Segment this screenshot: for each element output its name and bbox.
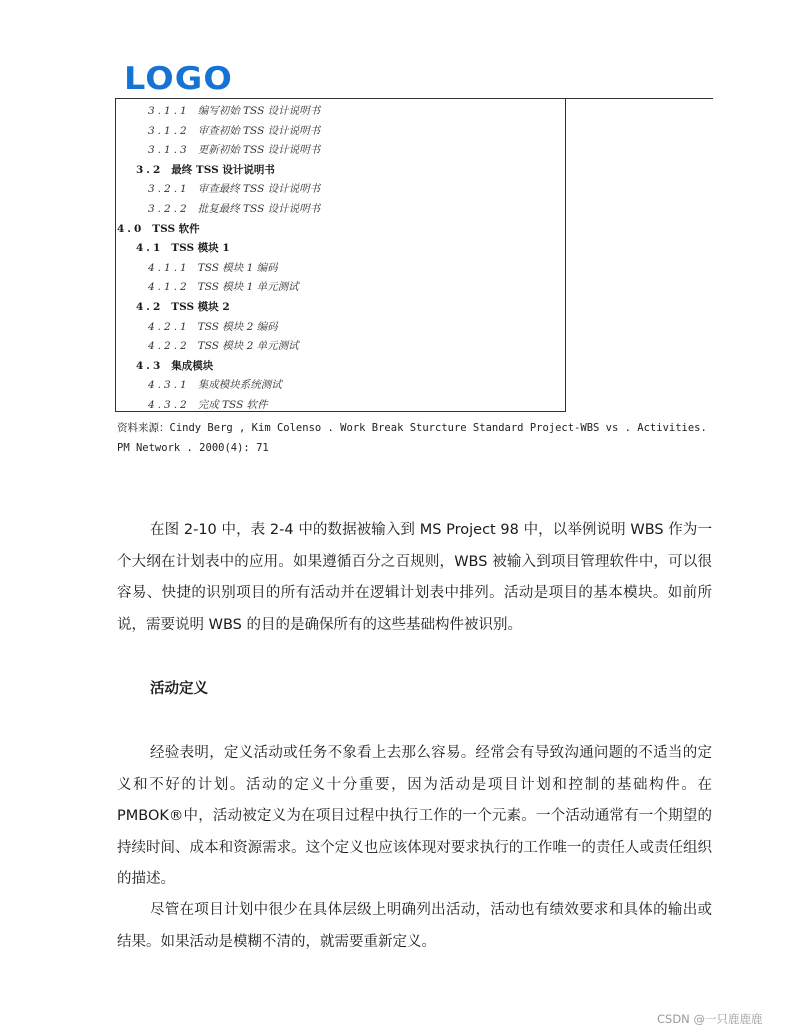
wbs-row [148, 122, 320, 141]
wbs-label: 编写初始 TSS 设计说明书 [197, 105, 321, 117]
wbs-label: TSS 模块 1 单元测试 [197, 281, 299, 294]
wbs-row [148, 102, 320, 121]
wbs-number: 4.1.2 [148, 281, 190, 294]
watermark: CSDN @一只鹿鹿鹿 [657, 1012, 763, 1026]
wbs-label: 完成 TSS 软件 [197, 399, 268, 411]
wbs-number: 3.2 [136, 163, 164, 176]
wbs-row [148, 200, 320, 219]
source-citation: 资料来源：Cindy Berg , Kim Colenso . Work Break Sturcture Standard Project-WBS vs . Activities. PM Network . 2000(4): 71 [117, 422, 707, 454]
wbs-label: TSS 模块 2 [171, 301, 230, 313]
wbs-number: 4.1.1 [148, 261, 190, 274]
body-paragraph-1: 在图 2-10 中，表 2-4 中的数据被输入到 MS Project 98 中，以举例说明 WBS 作为一个大纲在计划表中的应用。如果遵循百分之百规则，WBS 被输入到项目管理软件中，可以很容易、快捷的识别项目的所有活动并在逻辑计划表中排列。活动是项目的基本模块。如前所说，需要说明 WBS 的目的是确保所有的这些基础构件被识别。 [117, 522, 712, 633]
wbs-label: 批复最终 TSS 设计说明书 [197, 203, 321, 215]
wbs-row [148, 337, 299, 356]
wbs-label: TSS 模块 2 编码 [197, 320, 278, 333]
wbs-number: 3.2.1 [148, 183, 190, 196]
wbs-label: TSS 模块 2 单元测试 [197, 340, 299, 353]
wbs-row [117, 220, 200, 239]
wbs-label: 集成模块 [171, 359, 214, 372]
wbs-number: 3.1.2 [148, 124, 190, 137]
wbs-row [148, 259, 278, 278]
logo: LOGO [124, 61, 233, 97]
wbs-row [148, 318, 278, 337]
wbs-number: 4.2 [136, 301, 164, 313]
wbs-row [148, 180, 320, 199]
wbs-row [148, 396, 268, 415]
wbs-row [136, 357, 213, 376]
wbs-number: 4.3.1 [148, 379, 190, 392]
wbs-row [148, 141, 320, 160]
wbs-label: 更新初始 TSS 设计说明书 [197, 144, 321, 157]
wbs-number: 4.2.2 [148, 340, 190, 353]
wbs-row [136, 161, 275, 180]
wbs-label: TSS 模块 1 [171, 242, 230, 255]
wbs-row [148, 278, 299, 297]
wbs-label: 审查初始 TSS 设计说明书 [197, 124, 321, 137]
wbs-number: 4.3 [136, 359, 164, 372]
wbs-number: 3.1.1 [148, 105, 190, 117]
wbs-label: 最终 TSS 设计说明书 [171, 163, 275, 176]
wbs-row [136, 298, 230, 317]
section-heading: 活动定义 [150, 681, 208, 697]
wbs-row [136, 239, 230, 258]
wbs-row [148, 376, 282, 395]
wbs-label: 审查最终 TSS 设计说明书 [197, 183, 321, 196]
wbs-label: TSS 模块 1 编码 [197, 261, 278, 274]
wbs-number: 3.1.3 [148, 144, 190, 157]
wbs-number: 3.2.2 [148, 203, 190, 215]
body-paragraph-3: 尽管在项目计划中很少在具体层级上明确列出活动，活动也有绩效要求和具体的输出或结果。如果活动是模糊不清的，就需要重新定义。 [117, 902, 712, 950]
wbs-number: 4.0 [117, 222, 145, 235]
body-paragraph-2: 经验表明，定义活动或任务不象看上去那么容易。经常会有导致沟通问题的不适当的定义和不好的计划。活动的定义十分重要，因为活动是项目计划和控制的基础构件。在 PMBOK®中，活动被定义为在项目过程中执行工作的一个元素。一个活动通常有一个期望的持续时间、成本和资源需求。这个定义也应该体现对要求执行的工作唯一的责任人或责任组织的描述。 [117, 745, 712, 887]
wbs-number: 4.3.2 [148, 399, 190, 411]
wbs-label: TSS 软件 [152, 222, 200, 235]
wbs-number: 4.2.1 [148, 320, 190, 333]
wbs-number: 4.1 [136, 242, 164, 255]
wbs-label: 集成模块系统测试 [197, 379, 282, 392]
